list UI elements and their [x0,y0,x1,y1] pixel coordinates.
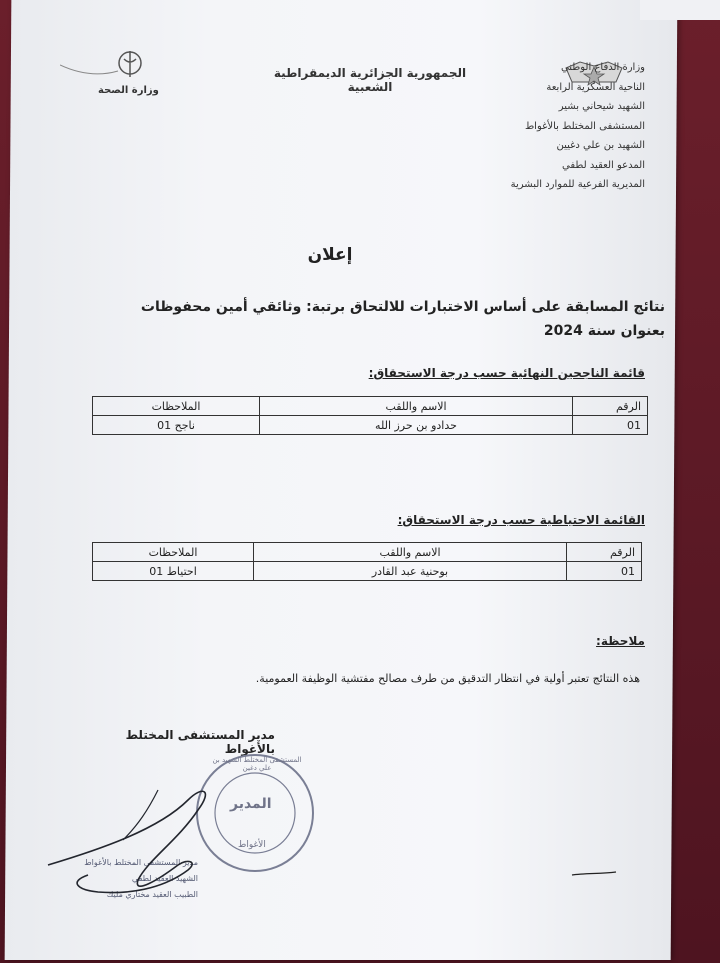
header-cell: الملاحظات [93,397,260,416]
seal-bottom-text: الأغواط [238,840,266,850]
seal-center-text: المدير [230,796,272,812]
table-header-row [93,397,648,416]
issuer-line: المدعو العقيد لطفي [562,159,645,171]
header-cell: الرقم [573,397,648,416]
ministry-health-logo [60,45,180,105]
paper-corner [640,0,720,20]
row-remark: احتياط 01 [93,562,254,581]
table-header-row [93,543,642,562]
note-title: ملاحظة: [596,634,645,648]
stamp-line: مدير المستشفى المختلط بالأغواط [84,858,198,867]
header-cell: الملاحظات [93,543,254,562]
row-number: 01 [573,416,648,435]
final-list-heading: قائمة الناجحين النهائية حسب درجة الاستحقاق: [368,366,645,380]
signature-icon [38,770,258,910]
issuer-block [445,58,645,195]
issuer-line: وزارة الدفاع الوطني [560,62,645,73]
issuer-line: الشهيد بن علي دغيين [556,140,645,151]
issuer-line: الشهيد شيحاني بشير [558,101,645,112]
note-text: هذه النتائج تعتبر أولية في انتظار التدقيق من طرف مصالح مفتشية الوظيفة العمومية. [255,672,640,685]
pen-mark [570,866,620,880]
header-cell: الاسم واللقب [254,543,567,562]
subtitle-year: بعنوان سنة 2024 [543,323,665,339]
stamp-line: الطبيب العقيد مختاري مليك [106,890,198,899]
issuer-line: الناحية العسكرية الرابعة [546,81,645,93]
issuer-line: المستشفى المختلط بالأغواط [524,120,645,132]
announcement-subtitle [105,295,665,343]
seal-ring-text: المستشفى المختلط الشهيد بن علي دغين [212,756,302,772]
director-title: مدير المستشفى المختلط بالأغواط [125,728,275,756]
ministry-health-label: وزارة الصحة [98,85,159,96]
issuer-line: المديرية الفرعية للموارد البشرية [510,179,645,190]
row-number: 01 [567,562,642,581]
final-list-table [92,396,648,435]
reserve-list-heading: القائمة الاحتياطية حسب درجة الاستحقاق: [397,513,645,527]
row-name: بوحنية عبد القادر [254,562,567,581]
header-cell: الاسم واللقب [260,397,573,416]
health-emblem-icon [60,45,180,105]
stamp-line: الشهيد العقيد لطفي [131,874,198,883]
announcement-title: إعلان [307,245,353,265]
republic-header: الجمهورية الجزائرية الديمقراطية الشعبية [273,66,467,94]
reserve-list-table [92,542,642,581]
table-row [93,562,642,581]
row-remark: ناجح 01 [93,416,260,435]
header-cell: الرقم [567,543,642,562]
table-row [93,416,648,435]
row-name: حدادو بن حرز الله [260,416,573,435]
pen-stroke-icon [570,867,620,881]
subtitle-line: نتائج المسابقة على أساس الاختبارات للالتحاق برتبة: وثائقي أمين محفوظات [140,299,665,315]
handwritten-signature [38,770,258,910]
